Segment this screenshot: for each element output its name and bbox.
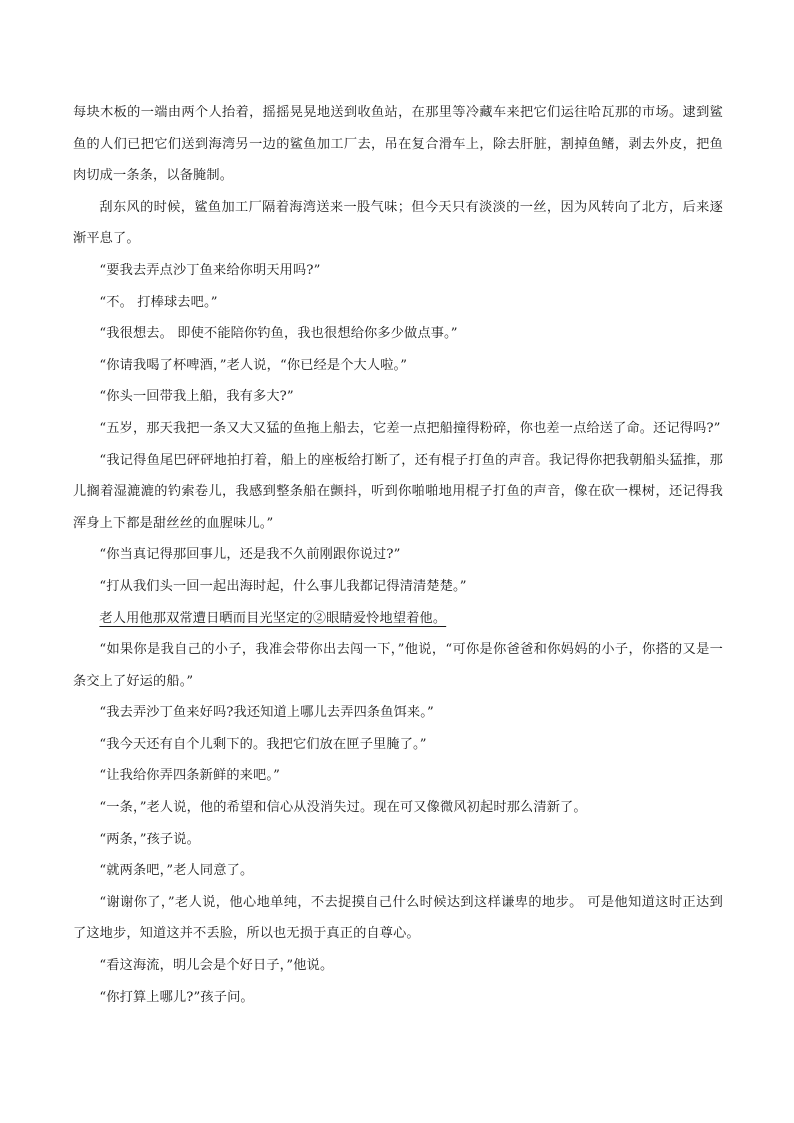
paragraph bbox=[73, 255, 723, 287]
paragraph-text: “看这海流，明儿会是个好日子，”他说。 bbox=[99, 958, 334, 974]
paragraph-text: “你当真记得那回事儿，还是我不久前刚跟你说过?” bbox=[99, 547, 401, 563]
paragraph bbox=[73, 192, 723, 255]
paragraph bbox=[73, 760, 723, 792]
paragraph-text: “我很想去。 即使不能陪你钓鱼，我也很想给你多少做点事。” bbox=[99, 326, 458, 342]
paragraph-text: 刮东风的时候，鲨鱼加工厂隔着海湾送来一股气味；但今天只有淡淡的一丝，因为风转向了北方，后来逐渐平息了。 bbox=[73, 199, 723, 247]
paragraph bbox=[73, 413, 723, 445]
paragraph bbox=[73, 287, 723, 319]
paragraph-text: “两条，”孩子说。 bbox=[99, 831, 200, 847]
paragraph-text: “打从我们头一回一起出海时起，什么事儿我都记得清清楚楚。” bbox=[99, 578, 467, 594]
paragraph bbox=[73, 634, 723, 697]
paragraph bbox=[73, 350, 723, 382]
paragraph-text: “如果你是我自己的小子，我准会带你出去闯一下，”他说，“可你是你爸爸和你妈妈的小子，你搭的又是一条交上了好运的船。” bbox=[73, 642, 723, 689]
paragraph-text: “你请我喝了杯啤酒，”老人说，“你已经是个大人啦。” bbox=[99, 357, 408, 373]
paragraph bbox=[73, 97, 723, 192]
paragraph-text: “我去弄沙丁鱼来好吗?我还知道上哪儿去弄四条鱼饵来。” bbox=[99, 705, 434, 721]
paragraph-text: “一条，”老人说，他的希望和信心从没消失过。现在可又像微风初起时那么清新了。 bbox=[99, 800, 587, 816]
paragraph-text: “你打算上哪儿?”孩子问。 bbox=[99, 989, 254, 1005]
paragraph bbox=[73, 855, 723, 887]
paragraph bbox=[73, 571, 723, 603]
paragraph-text: “谢谢你了，”老人说，他心地单纯，不去捉摸自己什么时候达到这样谦卑的地步。 可是他知道这时正达到了这地步，知道这并不丢脸，所以也无损于真正的自尊心。 bbox=[73, 894, 723, 942]
paragraph bbox=[73, 824, 723, 856]
paragraph bbox=[73, 539, 723, 571]
paragraph bbox=[73, 445, 723, 540]
paragraph-text: “你头一回带我上船，我有多大?” bbox=[99, 389, 294, 405]
paragraph bbox=[73, 318, 723, 350]
paragraph bbox=[73, 982, 723, 1014]
underlined-paragraph bbox=[73, 603, 723, 635]
paragraph bbox=[73, 792, 723, 824]
paragraph bbox=[73, 381, 723, 413]
paragraph-text: “我记得鱼尾巴砰砰地拍打着，船上的座板给打断了，还有棍子打鱼的声音。我记得你把我朝船头猛推，那儿搁着湿漉漉的钓索卷儿，我感到整条船在颤抖，听到你啪啪地用棍子打鱼的声音，像在砍一棵树，还记得我浑身上下都是甜丝丝的血腥味儿。” bbox=[73, 452, 723, 531]
paragraph bbox=[73, 950, 723, 982]
paragraph-text: 每块木板的一端由两个人抬着，摇摇晃晃地送到收鱼站，在那里等冷藏车来把它们运往哈瓦那的市场。逮到鲨鱼的人们已把它们送到海湾另一边的鲨鱼加工厂去，吊在复合滑车上，除去肝脏，割掉鱼鳍，剥去外皮，把鱼肉切成一条条，以备腌制。 bbox=[73, 105, 723, 184]
paragraph-text: “五岁，那天我把一条又大又猛的鱼拖上船去，它差一点把船撞得粉碎，你也差一点给送了命。还记得吗?” bbox=[99, 420, 721, 436]
paragraph-text: “不。 打棒球去吧。” bbox=[99, 294, 218, 310]
paragraph-text: “就两条吧，”老人同意了。 bbox=[99, 863, 254, 879]
underlined-paragraph-text: 老人用他那双常遭日晒而目光坚定的②眼睛爱怜地望着他。 bbox=[99, 610, 447, 626]
document-body bbox=[73, 97, 723, 1013]
paragraph bbox=[73, 887, 723, 950]
paragraph-text: “我今天还有自个儿剩下的。我把它们放在匣子里腌了。” bbox=[99, 736, 427, 752]
paragraph bbox=[73, 697, 723, 729]
paragraph-text: “让我给你弄四条新鲜的来吧。” bbox=[99, 768, 280, 784]
paragraph bbox=[73, 729, 723, 761]
paragraph-text: “要我去弄点沙丁鱼来给你明天用吗?” bbox=[99, 262, 321, 278]
